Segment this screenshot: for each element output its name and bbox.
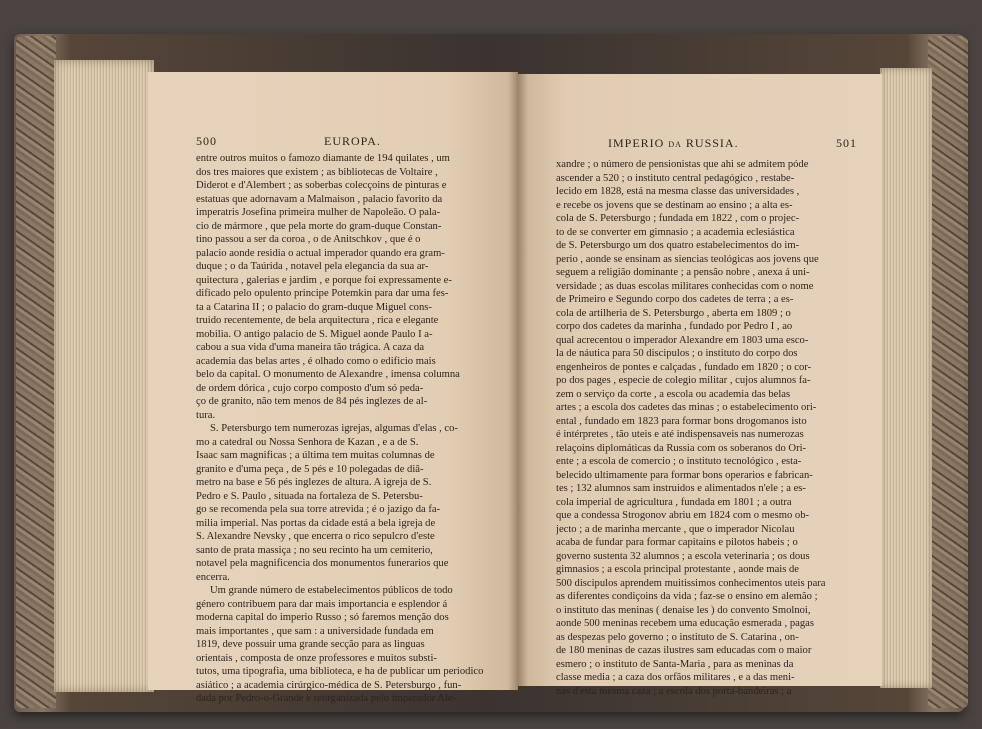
text-line: ascender a 520 ; o instituto central pedagógico , restabe-	[556, 172, 795, 184]
text-line: Isaac sam magnificas ; a última tem muitas columnas de	[196, 450, 435, 461]
text-line: cola de artilheria de S. Petersburgo , aberta em 1809 ; o	[556, 307, 791, 319]
text-line: orientais , composta de onze professores e muitos substi-	[196, 652, 437, 664]
text-line: aonde 500 meninas recebem uma educação esmerada , pagas	[556, 618, 814, 629]
text-line: artes ; a escola dos cadetes das minas ; o estabelecimento ori-	[556, 402, 817, 413]
text-line: asiático ; a academia cirúrgico-médica de S. Petersburgo , fun-	[196, 679, 462, 691]
text-line: palacio aonde residia o actual imperador quando era gram-	[196, 247, 445, 259]
right-page	[516, 74, 882, 697]
text-line: santo de prata massiça ; no seu recinto ha um cemiterio,	[196, 544, 433, 556]
text-line: o instituto das meninas ( denaise les ) do convento Smolnoi,	[556, 604, 811, 616]
text-line: dos tres maiores que existem ; as bibliotecas de Voltaire ,	[196, 166, 438, 178]
text-line: cola imperial de agricultura , fundada em 1801 ; a outra	[556, 496, 792, 508]
text-line: esmero ; o instituto de Santa-Maria , para as meninas da	[556, 658, 794, 670]
page-stack-right	[880, 68, 932, 688]
running-head-main: IMPERIO	[608, 136, 665, 150]
marbled-edge-left	[16, 36, 56, 708]
text-line: la de náutica para 50 discipulos ; o instituto do corpo dos	[556, 348, 798, 359]
text-line: academia das belas artes , é olhado como o edificio mais	[196, 355, 436, 367]
text-line: tutos, uma tipografia, uma biblioteca, e ha de publicar um periodico	[196, 666, 484, 677]
page-stack-left	[54, 60, 154, 692]
text-line: to de se converter em gimnasio ; a academia eclesiástica	[556, 226, 795, 238]
text-line: de Primeiro e Segundo corpo dos cadetes de terra ; a es-	[556, 294, 794, 305]
text-line: belecido ultimamente para formar bons operarios e fabrican-	[556, 469, 813, 481]
text-line: é intérpretes , tão uteis e até indispensaveis nas numerozas	[556, 429, 804, 440]
text-line: milia imperial. Nas portas da cidade está a bela igreja de	[196, 517, 436, 529]
text-line: cola de S. Petersburgo ; fundada em 1822 , com o projec-	[556, 213, 800, 224]
text-line: e recebe os jovens que se destinam ao ensino ; a alta es-	[556, 199, 793, 211]
text-line: corpo dos cadetes da marinha , fundado por Pedro I , ao	[556, 321, 793, 332]
page-number-right: 501	[836, 136, 857, 150]
text-line: ço de granito, não tem menos de 84 pés inglezes de al-	[196, 396, 428, 407]
text-line: género contribuem para dar mais importancia e esplendor á	[196, 598, 448, 610]
text-line: zem o serviço da corte , a escola ou academia das belas	[556, 388, 791, 400]
book-gutter	[508, 70, 528, 692]
text-line: 500 discipulos aprendem muitissimos conhecimentos uteis para	[556, 577, 826, 589]
text-line: tura.	[196, 409, 216, 421]
text-line: dificado pelo opulento principe Potemkin para dar uma fes-	[196, 288, 449, 299]
text-line: truido recentemente, de bela arquitectura , rica e elegante	[196, 315, 439, 326]
text-line: belo da capital. O monumento de Alexandre , imensa columna	[196, 369, 460, 380]
text-line: xandre ; o número de pensionistas que ahi se admitem póde	[556, 159, 809, 170]
left-page	[148, 72, 518, 704]
text-line: duque ; o da Taúrida , notavel pela elegancia da sua ar-	[196, 261, 429, 272]
text-line: S. Petersburgo tem numerozas igrejas, algumas d'elas , co-	[210, 423, 458, 434]
text-line: relaçoins diplomáticas da Russia com os soberanos do Ori-	[556, 442, 807, 454]
text-line: mais importantes , que sam : a universidade fundada em	[196, 625, 434, 637]
text-line: jecto ; a de marinha mercante , que o imperador Nicolau	[556, 523, 795, 535]
page-number-left: 500	[196, 134, 217, 148]
left-page-text	[196, 152, 486, 706]
text-line: gimnasios ; a escola principal protestante , aonde mais de	[556, 564, 799, 575]
text-line: cabou a sua vida d'uma maneira tão trágica. A caza da	[196, 342, 425, 353]
text-line: ta a Catarina II ; o palacio do gram-duque Miguel cons-	[196, 301, 432, 313]
text-line: granito e d'uma peça , de 5 pés e 10 polegadas de diâ-	[196, 463, 424, 475]
text-line: tes ; 132 alumnos sam instruidos e alimentados n'ele ; a es-	[556, 483, 806, 494]
text-line: mobilia. O antigo palacio de S. Miguel aonde Paulo I a-	[196, 328, 433, 340]
text-line: lecido em 1828, está na mesma classe das universidades ,	[556, 186, 800, 197]
text-line: notavel pela magnificencia dos monumentos funerarios que	[196, 558, 449, 569]
running-head-end: RUSSIA.	[685, 136, 739, 150]
text-line: as despezas pelo governo ; o instituto de S. Catarina , on-	[556, 631, 799, 643]
text-line: metro na base e 56 pés inglezes de altura. A igreja de S.	[196, 477, 432, 488]
text-line: cio de mármore , que pela morte do gram-duque Constan-	[196, 220, 442, 232]
text-line: S. Alexandre Nevsky , que encerra o rico sepulcro d'este	[196, 531, 435, 542]
text-line: de S. Petersburgo um dos quatro estabelecimentos do im-	[556, 240, 800, 251]
text-line: nas d'esta mesma caza ; a escola dos porta-bandeiras ; a	[556, 685, 792, 697]
text-line: go se recomenda pela sua torre atrevida ; é o jazigo da fa-	[196, 504, 441, 515]
right-page-text	[556, 158, 856, 698]
text-line: dada por Pedro-o-Grande e reorganizada pelo imperador Ale-	[196, 693, 457, 704]
text-line: de 180 meninas de cazas ilustres sam educadas com o maior	[556, 645, 812, 656]
text-line: imperatris Josefina primeira mulher de Napoleão. O pala-	[196, 207, 441, 218]
text-line: quitectura , galerias e jardim , e porque foi expressamente e-	[196, 274, 452, 286]
text-line: de ordem dórica , cujo corpo composto d'um só peda-	[196, 382, 424, 394]
text-line: classe media ; a caza dos orfãos militares , e a das meni-	[556, 672, 795, 683]
text-line: entre outros muitos o famozo diamante de 194 quilates , um	[196, 153, 450, 164]
marbled-edge-right	[928, 36, 968, 708]
text-line: estatuas que adornavam a Malmaison , palacio favorito da	[196, 193, 443, 205]
text-line: acaba de fundar para formar capitains e pilotos habeis ; o	[556, 537, 798, 548]
text-line: perio , aonde se ensinam as siencias teológicas aos jovens que	[556, 253, 819, 265]
text-line: seguem a religião dominante ; a pensão nobre , anexa á uni-	[556, 267, 810, 278]
running-head-mid: DA	[668, 140, 682, 149]
text-line: 1819, deve possuir uma grande secção para as linguas	[196, 639, 425, 650]
text-line: encerra.	[196, 571, 230, 583]
text-line: mo a catedral ou Nossa Senhora de Kazan , e a de S.	[196, 436, 419, 448]
text-line: governo sustenta 32 alumnos ; a escola veterinaria ; os dous	[556, 550, 810, 562]
text-line: tino passou a ser da coroa , o de Anitschkov , que é o	[196, 234, 421, 245]
text-line: moderna capital do imperio Russo ; só faremos menção dos	[196, 612, 449, 623]
running-head-right	[608, 136, 739, 151]
text-line: que a condessa Strogonov abriu em 1824 com o mesmo ob-	[556, 510, 810, 521]
text-line: po dos pages , especie de colegio militar , cujos alumnos fa-	[556, 375, 811, 386]
running-head-left: EUROPA.	[324, 134, 381, 148]
text-line: Diderot e d'Alembert ; as soberbas colecçoins de pinturas e	[196, 180, 447, 191]
text-line: Pedro e S. Paulo , situada na fortaleza de S. Petersbu-	[196, 490, 423, 502]
text-line: ente ; a escola de comercio ; o instituto tecnológico , esta-	[556, 456, 802, 467]
text-line: versidade ; as duas escolas militares conhecidas com o nome	[556, 280, 814, 292]
text-line: engenheiros de pontes e calçadas , fundado em 1820 ; o cor-	[556, 361, 812, 373]
text-line: as diferentes condiçoins da vida ; faz-se o ensino em alemão ;	[556, 591, 818, 602]
text-line: ental , fundado em 1823 para formar bons drogomanos isto	[556, 415, 807, 427]
text-line: qual acrecentou o imperador Alexandre em 1803 uma esco-	[556, 334, 809, 346]
text-line: Um grande número de estabelecimentos públicos de todo	[210, 585, 453, 596]
